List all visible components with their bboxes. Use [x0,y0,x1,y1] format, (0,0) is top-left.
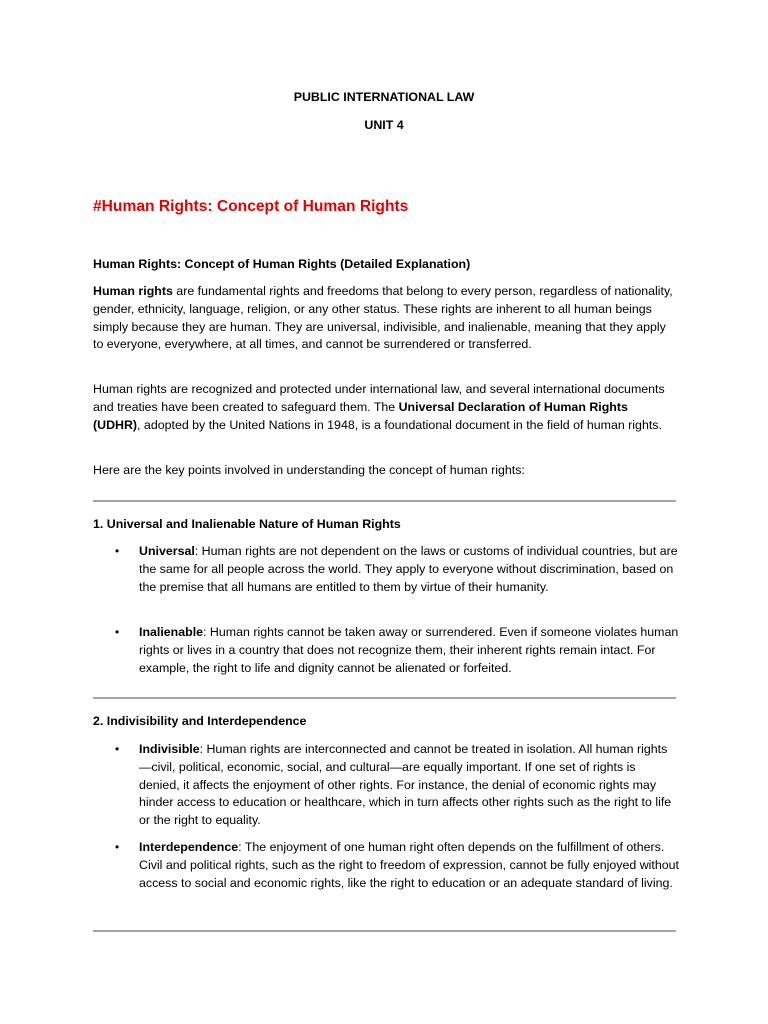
section-title-universal: 1. Universal and Inalienable Nature of Human Rights [93,517,401,531]
term-udhr: Universal Declaration of Human Rights (UDHR) [93,399,628,432]
intro-paragraph-1 [93,283,678,354]
section-title-indivisibility: 2. Indivisibility and Interdependence [93,714,307,728]
divider [93,500,676,502]
intro-paragraph-2-post: , adopted by the United Nations in 1948, is a foundational document in the field of human rights. [137,417,662,432]
intro-paragraph-3: Here are the key points involved in understanding the concept of human rights: [93,463,525,477]
bullet-icon: • [115,544,120,558]
bullet-term: Indivisible [139,742,200,756]
subheading: Human Rights: Concept of Human Rights (Detailed Explanation) [93,257,471,271]
bullet-text: : Human rights cannot be taken away or surrendered. Even if someone violates human rights or lives in a country that does not recognize them, their inherent rights remain intact. For example, the right to life and dignity cannot be alienated or forfeited. [139,625,679,675]
divider [93,697,676,699]
intro-paragraph-2 [93,381,678,434]
intro-paragraph-2-pre: Human rights are recognized and protected under international law, and several international documents and treaties have been created to safeguard them. The [93,382,665,414]
bullet-icon: • [115,625,120,639]
bullet-icon: • [115,840,120,854]
term-human-rights: Human rights [93,284,173,298]
bullet-term: Interdependence [139,840,239,854]
bullet-text: : Human rights are not dependent on the laws or customs of individual countries, but are the same for all people across the world. They apply to everyone without discrimination, based on the premise that all humans are entitled to them by virtue of their humanity. [139,544,678,594]
divider [93,930,676,932]
unit-label: UNIT 4 [364,118,404,132]
bullet-text: : The enjoyment of one human right often depends on the fulfillment of others. Civil and political rights, such as the right to freedom of expression, cannot be fully enjoyed without access to social and economic rights, like the right to education or an adequate standard of living. [139,840,679,890]
bullet-term: Universal [139,544,195,558]
bullet-text: : Human rights are interconnected and cannot be treated in isolation. All human rights—civil, political, economic, social, and cultural—are equally important. If one set of rights is denied, it affects the enjoyment of other rights. For instance, the denial of economic rights may hinder access to education or healthcare, which in turn affects other rights such as the right to life or the right to equality. [139,742,672,828]
page-heading: #Human Rights: Concept of Human Rights [93,198,409,215]
bullet-term: Inalienable [139,625,204,639]
course-title: PUBLIC INTERNATIONAL LAW [293,90,475,104]
bullet-icon: • [115,742,120,756]
intro-paragraph-1-text: are fundamental rights and freedoms that belong to every person, regardless of nationality, gender, ethnicity, language, religion, or any other status. These rights are inherent to all human beings simply because they are human. They are universal, indivisible, and inalienable, meaning that they apply to everyone, everywhere, at all times, and cannot be surrendered or transferred. [93,284,673,352]
